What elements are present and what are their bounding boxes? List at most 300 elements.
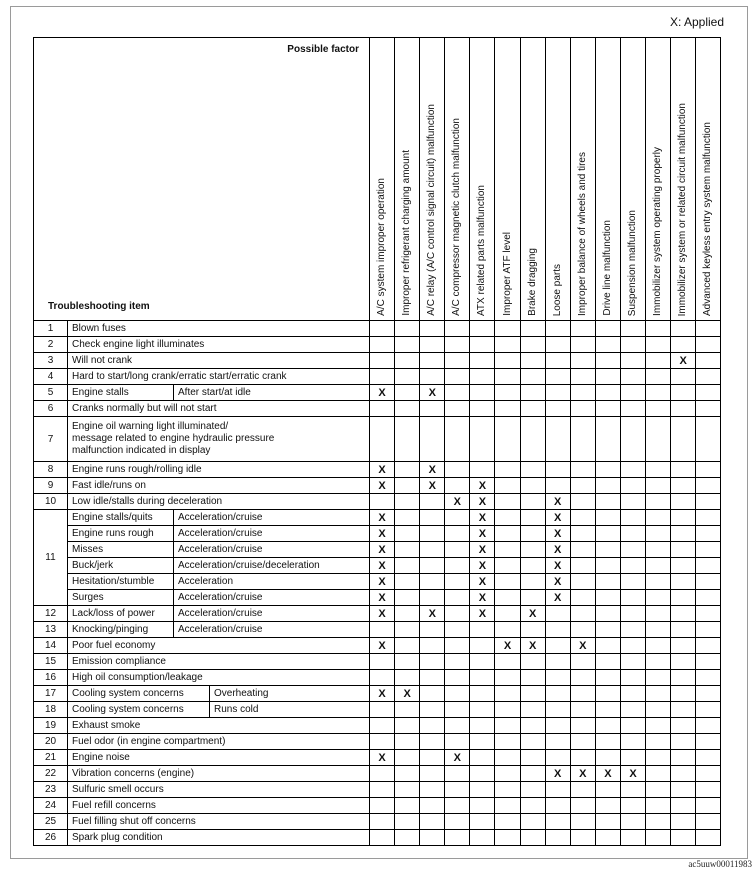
empty-cell [620,321,645,337]
empty-cell [646,830,671,846]
troubleshooting-item: Engine runs rough [68,526,174,542]
empty-cell [445,574,470,590]
empty-cell [570,654,595,670]
empty-cell [595,401,620,417]
empty-cell [370,734,395,750]
table-row [34,494,721,510]
empty-cell [570,622,595,638]
empty-cell [420,670,445,686]
empty-cell [520,494,545,510]
table-row [34,830,721,846]
empty-cell [696,462,721,478]
empty-cell [570,606,595,622]
empty-cell [420,638,445,654]
empty-cell [420,814,445,830]
troubleshooting-item: Buck/jerk [68,558,174,574]
empty-cell [445,686,470,702]
applied-mark: X [370,590,395,606]
empty-cell [671,686,696,702]
empty-cell [445,670,470,686]
empty-cell [420,782,445,798]
empty-cell [370,814,395,830]
empty-cell [696,321,721,337]
empty-cell [671,766,696,782]
table-row [34,814,721,830]
empty-cell [495,321,520,337]
table-row [34,606,721,622]
empty-cell [671,494,696,510]
empty-cell [545,686,570,702]
empty-cell [520,385,545,401]
applied-mark: X [445,750,470,766]
factor-header [646,38,671,321]
table-row [34,638,721,654]
empty-cell [370,766,395,782]
empty-cell [620,369,645,385]
empty-cell [671,510,696,526]
empty-cell [545,830,570,846]
empty-cell [620,782,645,798]
empty-cell [495,401,520,417]
empty-cell [395,321,420,337]
empty-cell [620,622,645,638]
empty-cell [595,670,620,686]
empty-cell [495,417,520,462]
empty-cell [620,702,645,718]
empty-cell [420,830,445,846]
empty-cell [595,638,620,654]
empty-cell [696,401,721,417]
empty-cell [520,574,545,590]
empty-cell [570,478,595,494]
troubleshooting-item: Will not crank [68,353,370,369]
applied-mark: X [495,638,520,654]
empty-cell [470,385,495,401]
empty-cell [495,590,520,606]
empty-cell [495,750,520,766]
row-number: 7 [34,417,68,462]
empty-cell [520,830,545,846]
troubleshooting-item: High oil consumption/leakage [68,670,370,686]
empty-cell [545,462,570,478]
empty-cell [545,734,570,750]
empty-cell [696,558,721,574]
empty-cell [395,734,420,750]
empty-cell [395,670,420,686]
empty-cell [370,670,395,686]
empty-cell [395,622,420,638]
empty-cell [671,526,696,542]
empty-cell [545,321,570,337]
empty-cell [595,321,620,337]
empty-cell [595,654,620,670]
empty-cell [470,750,495,766]
factor-label: Drive line malfunction [601,220,613,316]
empty-cell [520,417,545,462]
empty-cell [470,798,495,814]
table-row [34,782,721,798]
empty-cell [495,814,520,830]
empty-cell [370,369,395,385]
empty-cell [620,401,645,417]
troubleshooting-matrix-table [33,37,721,846]
empty-cell [595,782,620,798]
row-number: 11 [34,510,68,606]
factor-header [370,38,395,321]
empty-cell [445,401,470,417]
applied-mark: X [370,574,395,590]
empty-cell [620,526,645,542]
empty-cell [520,510,545,526]
empty-cell [445,510,470,526]
empty-cell [370,830,395,846]
troubleshooting-item: Engine stalls/quits [68,510,174,526]
empty-cell [646,574,671,590]
empty-cell [696,622,721,638]
empty-cell [646,526,671,542]
empty-cell [520,542,545,558]
empty-cell [520,337,545,353]
empty-cell [595,702,620,718]
empty-cell [696,766,721,782]
item-condition: After start/at idle [174,385,370,401]
troubleshooting-item: Lack/loss of power [68,606,174,622]
empty-cell [696,638,721,654]
empty-cell [395,654,420,670]
factor-label: Loose parts [551,263,563,316]
empty-cell [470,417,495,462]
empty-cell [545,478,570,494]
empty-cell [696,750,721,766]
empty-cell [570,337,595,353]
empty-cell [495,558,520,574]
empty-cell [420,590,445,606]
empty-cell [470,321,495,337]
empty-cell [495,686,520,702]
empty-cell [445,798,470,814]
row-number: 19 [34,718,68,734]
troubleshooting-item: Cooling system concerns [68,702,210,717]
empty-cell [395,494,420,510]
troubleshooting-item: Engine noise [68,750,370,766]
empty-cell [495,766,520,782]
empty-cell [520,369,545,385]
empty-cell [545,622,570,638]
table-row [34,574,721,590]
applied-mark: X [470,542,495,558]
empty-cell [646,654,671,670]
possible-factor-label: Possible factor [287,44,359,55]
empty-cell [595,353,620,369]
empty-cell [696,478,721,494]
empty-cell [395,830,420,846]
applied-mark: X [370,526,395,542]
empty-cell [395,337,420,353]
empty-cell [470,638,495,654]
empty-cell [595,462,620,478]
empty-cell [620,830,645,846]
empty-cell [646,337,671,353]
empty-cell [646,718,671,734]
empty-cell [495,782,520,798]
empty-cell [495,702,520,718]
empty-cell [646,417,671,462]
empty-cell [646,766,671,782]
troubleshooting-item-label: Troubleshooting item [48,301,150,312]
factor-label: ATX related parts malfunction [476,185,488,316]
applied-mark: X [470,590,495,606]
empty-cell [395,702,420,718]
applied-mark: X [470,478,495,494]
empty-cell [570,510,595,526]
row-number: 24 [34,798,68,814]
troubleshooting-item: Surges [68,590,174,606]
troubleshooting-item: Engine stalls [68,385,174,401]
empty-cell [570,369,595,385]
empty-cell [545,670,570,686]
factor-header [620,38,645,321]
factor-header [570,38,595,321]
factor-header [671,38,696,321]
empty-cell [395,782,420,798]
applied-mark: X [470,510,495,526]
empty-cell [520,478,545,494]
empty-cell [696,814,721,830]
empty-cell [420,734,445,750]
empty-cell [395,542,420,558]
empty-cell [495,670,520,686]
empty-cell [620,654,645,670]
item-condition: Acceleration [174,574,370,590]
row-number: 23 [34,782,68,798]
applied-mark: X [545,558,570,574]
table-row [34,622,721,638]
empty-cell [696,654,721,670]
table-row [34,654,721,670]
empty-cell [595,478,620,494]
table-row [34,321,721,337]
empty-cell [646,782,671,798]
empty-cell [545,385,570,401]
empty-cell [671,590,696,606]
empty-cell [570,526,595,542]
empty-cell [470,369,495,385]
empty-cell [395,353,420,369]
empty-cell [620,670,645,686]
row-number: 6 [34,401,68,417]
table-row [34,462,721,478]
empty-cell [646,369,671,385]
empty-cell [671,385,696,401]
troubleshooting-item: Fast idle/runs on [68,478,370,494]
empty-cell [370,702,395,718]
empty-cell [395,798,420,814]
empty-cell [495,718,520,734]
empty-cell [370,622,395,638]
empty-cell [671,718,696,734]
empty-cell [495,542,520,558]
empty-cell [696,510,721,526]
item-condition: Acceleration/cruise [174,526,370,542]
empty-cell [520,526,545,542]
applied-mark: X [420,478,445,494]
empty-cell [395,478,420,494]
troubleshooting-item: Engine runs rough/rolling idle [68,462,370,478]
table-row [34,798,721,814]
row-number: 9 [34,478,68,494]
empty-cell [520,622,545,638]
empty-cell [570,321,595,337]
empty-cell [595,590,620,606]
table-row [34,686,721,702]
empty-cell [445,478,470,494]
empty-cell [570,702,595,718]
applied-mark: X [420,606,445,622]
empty-cell [495,462,520,478]
empty-cell [595,385,620,401]
empty-cell [495,385,520,401]
row-number: 14 [34,638,68,654]
row-number: 2 [34,337,68,353]
empty-cell [545,702,570,718]
empty-cell [620,734,645,750]
empty-cell [420,558,445,574]
table-row [34,401,721,417]
empty-cell [495,510,520,526]
applied-mark: X [470,494,495,510]
empty-cell [520,558,545,574]
empty-cell [595,718,620,734]
empty-cell [445,766,470,782]
table-row [34,766,721,782]
empty-cell [595,622,620,638]
empty-cell [595,510,620,526]
empty-cell [671,622,696,638]
row-number: 20 [34,734,68,750]
empty-cell [570,494,595,510]
applied-mark: X [545,510,570,526]
empty-cell [520,734,545,750]
empty-cell [671,654,696,670]
troubleshooting-item: Check engine light illuminates [68,337,370,353]
empty-cell [520,718,545,734]
empty-cell [420,526,445,542]
empty-cell [495,353,520,369]
table-row [34,718,721,734]
empty-cell [520,401,545,417]
empty-cell [470,718,495,734]
empty-cell [395,401,420,417]
empty-cell [696,542,721,558]
empty-cell [545,369,570,385]
empty-cell [520,353,545,369]
empty-cell [671,462,696,478]
empty-cell [470,814,495,830]
empty-cell [595,830,620,846]
document-code: ac5uuw00011983 [688,859,752,869]
applied-mark: X [545,590,570,606]
empty-cell [520,462,545,478]
empty-cell [395,510,420,526]
empty-cell [545,814,570,830]
table-corner-header [34,38,370,321]
applied-mark: X [595,766,620,782]
row-number: 18 [34,702,68,718]
empty-cell [696,369,721,385]
factor-label: A/C system improper operation [376,178,388,316]
empty-cell [420,337,445,353]
empty-cell [595,526,620,542]
empty-cell [395,369,420,385]
troubleshooting-item: Fuel refill concerns [68,798,370,814]
row-number: 15 [34,654,68,670]
troubleshooting-item: Cranks normally but will not start [68,401,370,417]
empty-cell [646,510,671,526]
empty-cell [570,542,595,558]
troubleshooting-item: Fuel filling shut off concerns [68,814,370,830]
empty-cell [646,798,671,814]
empty-cell [445,385,470,401]
empty-cell [570,417,595,462]
empty-cell [646,401,671,417]
factor-header [696,38,721,321]
empty-cell [445,734,470,750]
empty-cell [445,337,470,353]
empty-cell [420,654,445,670]
item-condition: Acceleration/cruise [174,606,370,622]
troubleshooting-item: Sulfuric smell occurs [68,782,370,798]
applied-mark: X [671,353,696,369]
factor-label: Improper ATF level [501,232,513,316]
empty-cell [620,337,645,353]
empty-cell [646,321,671,337]
empty-cell [620,510,645,526]
empty-cell [545,782,570,798]
empty-cell [445,417,470,462]
empty-cell [696,337,721,353]
factor-header [420,38,445,321]
empty-cell [520,750,545,766]
applied-mark: X [420,462,445,478]
empty-cell [445,638,470,654]
row-number: 8 [34,462,68,478]
empty-cell [395,766,420,782]
troubleshooting-item-with-condition [68,686,370,702]
troubleshooting-item: Hard to start/long crank/erratic start/erratic crank [68,369,370,385]
empty-cell [370,337,395,353]
row-number: 13 [34,622,68,638]
empty-cell [595,542,620,558]
empty-cell [470,622,495,638]
troubleshooting-item: Low idle/stalls during deceleration [68,494,370,510]
applied-mark: X [370,638,395,654]
empty-cell [520,686,545,702]
empty-cell [570,686,595,702]
empty-cell [370,353,395,369]
empty-cell [646,606,671,622]
empty-cell [620,558,645,574]
empty-cell [445,462,470,478]
empty-cell [495,369,520,385]
empty-cell [570,385,595,401]
table-row [34,385,721,401]
empty-cell [620,494,645,510]
empty-cell [445,702,470,718]
applied-mark: X [570,638,595,654]
empty-cell [495,654,520,670]
applied-mark: X [545,526,570,542]
empty-cell [445,622,470,638]
